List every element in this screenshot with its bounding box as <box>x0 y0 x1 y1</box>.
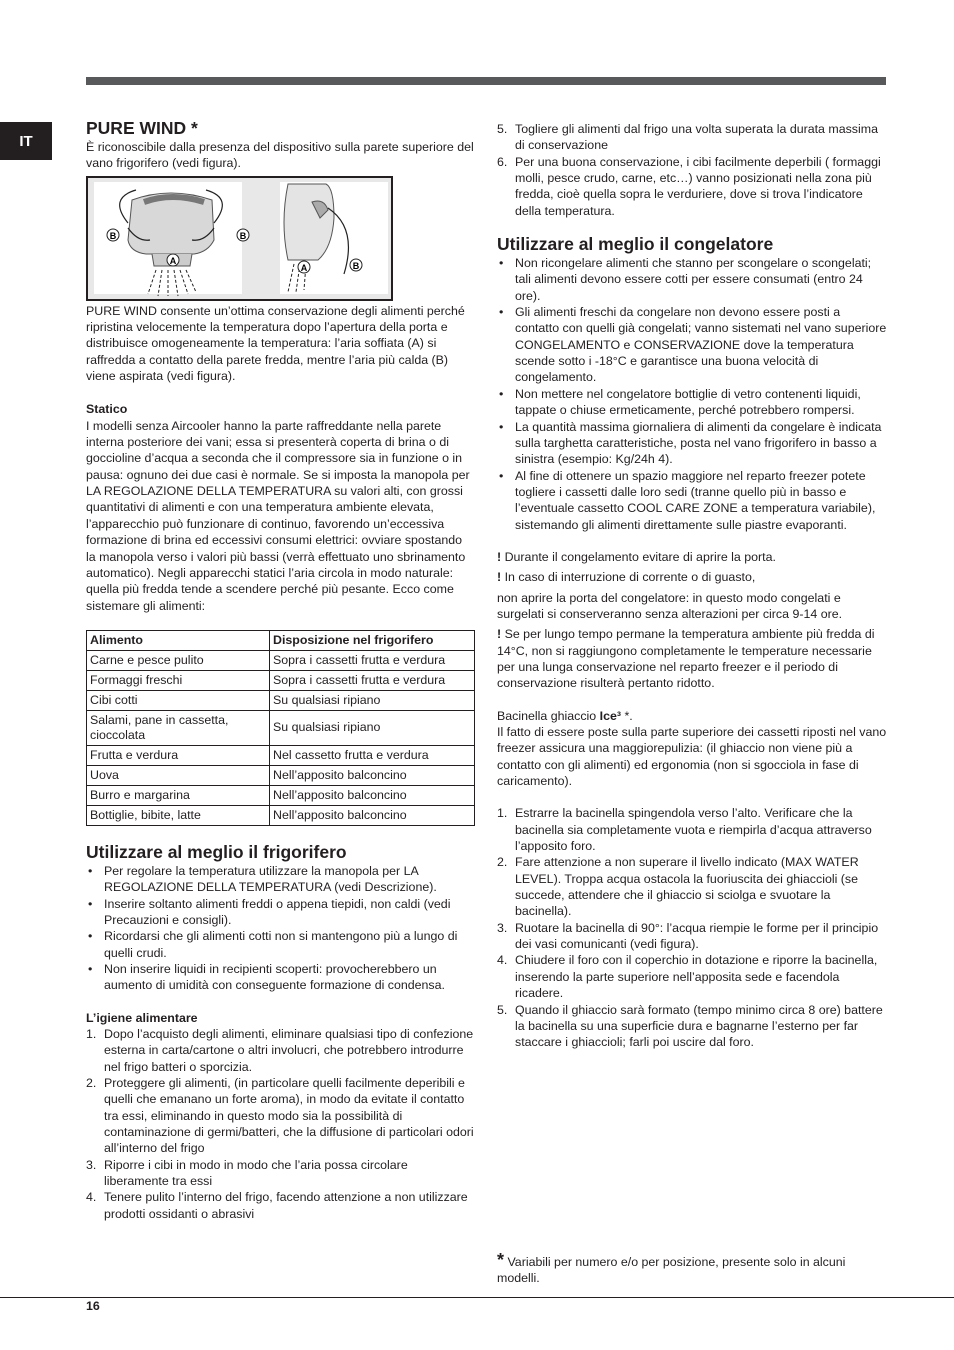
table-cell-placement: Nel cassetto frutta e verdura <box>270 745 475 765</box>
list-item <box>86 1026 474 1075</box>
list-item-number: 1. <box>497 806 508 821</box>
pure-wind-description: PURE WIND consente un’ottima conservazione degli alimenti perché ripristina velocemente la temperatura dopo l’apertura della porta e distribuisce omogeneamente la temperatura: l’aria soffiata (A) si raffredda a contatto della parete fredda, mentre l’aria più calda (B) viene aspirata (vedi figura). <box>86 303 465 384</box>
list-item <box>497 920 887 953</box>
list-item-text: Riporre i cibi in modo in modo che l’aria possa circolare liberamente tra essi <box>104 1157 408 1189</box>
list-item: • Gli alimenti freschi da congelare non devono essere posti a contatto con quelli già congelati; vanno sistemati nel vano superiore CONGELAMENTO e CONSERVAZIONE dove la temperatura scende sotto i -18°C e garantisce una buona velocità di congelamento. <box>497 304 887 386</box>
list-item-number: 2. <box>497 855 508 870</box>
list-item-number: 5. <box>497 122 508 136</box>
list-item-number: 6. <box>497 154 508 169</box>
table-header-row <box>87 630 475 650</box>
table-row <box>87 745 475 765</box>
list-item-text: Ruotare la bacinella di 90°: l’acqua riempie le forme per il principio dei vasi comunicanti (vedi figura). <box>515 920 879 952</box>
list-item: • Non mettere nel congelatore bottiglie di vetro contenenti liquidi, tappate o chiuse ermeticamente, perché potrebbero rompersi. <box>497 386 887 419</box>
right-column <box>497 121 887 1051</box>
ice-tray-text: Il fatto di essere poste sulla parte superiore dei cassetti riposti nel vano freezer assicura una maggiorepulizia: (il ghiaccio non viene più a contatto con gli alimenti) ed ergonomia (non si sgocciola in fase di caricamento). <box>497 725 887 789</box>
frigo-tips-list <box>86 863 474 994</box>
list-item-text: Estrarre la bacinella spingendola verso l’alto. Verificare che la bacinella sia completamente vuota e riempirla d’acqua attraverso l’apposito foro. <box>515 806 872 854</box>
list-item: • Non ricongelare alimenti che stanno per scongelare o scongelati; tali alimenti devono essere cotti per essere consumati (entro 24 ore). <box>497 255 887 304</box>
list-item <box>497 154 887 219</box>
table-row <box>87 690 475 710</box>
table-cell-placement: Nell’apposito balconcino <box>270 805 475 825</box>
fig-label-a2: A <box>300 262 308 273</box>
pure-wind-title: PURE WIND * <box>86 118 198 138</box>
table-cell-food: Bottiglie, bibite, latte <box>87 805 270 825</box>
statico-text: I modelli senza Aircooler hanno la parte raffreddante nella parete interna posteriore dei vani; essa si presenterà coperta di brina o di goccioline d’acqua a seconda che il compressore sia in funzione o in pausa: ognuno dei due casi è normale. Se si imposta la manopola per LA REGOLAZIONE DELLA TEMPERATURA su valori alti, con grossi quantitativi di alimenti e con una temperatura ambiente elevata, l’apparecchio può funzionare di continuo, favorendo un’eccessiva formazione di brina ed eccessivi consumi elettrici: ovviare spostando la manopola verso i valori più bassi (verrà effettuato uno sbrinamento automatico). Negli apparecchi statici l’aria circola in modo naturale: quella più fredda tende a scendere perché più pesante. Ecco come sistemare gli alimenti: <box>86 418 470 613</box>
fig-label-b3: B <box>352 260 360 271</box>
ice-brand: Ice³ <box>599 708 621 723</box>
table-row <box>87 670 475 690</box>
list-item: • Non inserire liquidi in recipienti scoperti: provocherebbero un aumento di umidità con conseguente formazione di condensa. <box>86 961 474 994</box>
list-item-text: Chiudere il foro con il coperchio in dotazione e riporre la bacinella, inserendo la parte superiore nell’apposita sede e facendola ricadere. <box>515 953 878 1001</box>
table-row <box>87 650 475 670</box>
list-item: • Ricordarsi che gli alimenti cotti non si mantengono più a lungo di quelli crudi. <box>86 928 474 961</box>
list-item-number: 2. <box>86 1076 97 1090</box>
table-cell-placement: Nell’apposito balconcino <box>270 765 475 785</box>
table-row <box>87 805 475 825</box>
table-row <box>87 710 475 745</box>
congelatore-tips-list <box>497 255 887 533</box>
top-rule <box>86 77 886 85</box>
language-tab: IT <box>0 122 52 160</box>
pure-wind-intro: È riconoscibile dalla presenza del dispositivo sulla parete superiore del vano frigorifero (vedi figura). <box>86 140 474 171</box>
list-item <box>497 121 887 154</box>
list-item-number: 1. <box>86 1026 97 1041</box>
warning-2-continued: non aprire la porta del congelatore: in questo modo congelati e surgelati si conserveranno senza alterazioni per circa 9-14 ore. <box>497 590 843 621</box>
warning-mark: ! <box>497 627 502 642</box>
table-cell-placement: Nell’apposito balconcino <box>270 785 475 805</box>
page-number: 16 <box>86 1299 100 1313</box>
table-cell-food: Cibi cotti <box>87 690 270 710</box>
warning-1: ! Durante il congelamento evitare di aprire la porta. <box>497 549 776 564</box>
igiene-list <box>86 1026 474 1222</box>
footer-rule <box>0 1297 954 1298</box>
table-cell-food: Formaggi freschi <box>87 670 270 690</box>
list-item <box>86 1157 474 1190</box>
list-item-text: Fare attenzione a non superare il livello indicato (MAX WATER LEVEL). Troppa acqua ostacola la fuoriuscita dei ghiaccioli (se succede, attendere che il ghiaccio si sciolga e svuotare la bacinella). <box>515 855 859 919</box>
list-item-text: Per una buona conservazione, i cibi facilmente deperbili ( formaggi molli, pesce crudo, carne, etc…) vanno posizionati nella zona più fredda, cioè quella sopra le verduriere, dove si trova l’indicatore della temperatura. <box>515 154 881 218</box>
table-cell-placement: Sopra i cassetti frutta e verdura <box>270 650 475 670</box>
table-row <box>87 765 475 785</box>
list-item-number: 5. <box>497 1002 508 1017</box>
ice-tray-steps <box>497 805 887 1050</box>
list-item-number: 3. <box>497 920 508 935</box>
list-item-number: 4. <box>86 1190 97 1205</box>
table-cell-placement: Su qualsiasi ripiano <box>270 690 475 710</box>
list-item-number: 3. <box>86 1157 97 1172</box>
list-item <box>497 854 887 919</box>
table-cell-placement: Sopra i cassetti frutta e verdura <box>270 670 475 690</box>
list-item: • La quantità massima giornaliera di alimenti da congelare è indicata sulla targhetta caratteristiche, posta nel vano frigorifero in basso a sinistra (esempio: Kg/24h 4). <box>497 419 887 468</box>
list-item-text: Quando il ghiaccio sarà formato (tempo minimo circa 8 ore) battere la bacinella su una superficie dura e bagnarne l’esterno per far staccare i ghiaccioli; farli poi uscire dal foro. <box>515 1002 883 1050</box>
statico-title: Statico <box>86 402 128 417</box>
warning-mark: ! <box>497 549 502 564</box>
table-cell-food: Uova <box>87 765 270 785</box>
list-item <box>497 805 887 854</box>
fig-label-b2: B <box>239 230 247 241</box>
table-row <box>87 785 475 805</box>
congelatore-title: Utilizzare al meglio il congelatore <box>497 234 774 255</box>
table-cell-food: Burro e margarina <box>87 785 270 805</box>
fig-label-b1: B <box>109 230 117 241</box>
table-cell-food: Alimento <box>87 630 270 650</box>
list-item <box>497 1002 887 1051</box>
list-item-number: 4. <box>497 953 508 968</box>
list-item-text: Dopo l’acquisto degli alimenti, eliminare qualsiasi tipo di confezione esterna in carta/cartone o altri involucri, che potrebbero introdurre nel frigo batteri o sporcizia. <box>104 1026 474 1074</box>
left-column <box>86 118 474 1222</box>
ice-tray-heading: Bacinella ghiaccio Ice³ *. <box>497 708 633 723</box>
igiene-list-continued <box>497 121 887 219</box>
list-item <box>86 1075 474 1157</box>
table-cell-placement: Disposizione nel frigorifero <box>270 630 475 650</box>
footnote-star: * <box>497 1250 505 1270</box>
warning-3: ! Se per lungo tempo permane la temperatura ambiente più fredda di 14°C, non si raggiungono completamente le temperature necessarie per una lunga conservazione nel reparto freezer e il periodo di conservazione risulterà pertanto ridotto. <box>497 627 875 691</box>
frigo-title: Utilizzare al meglio il frigorifero <box>86 841 347 862</box>
fig-label-a1: A <box>169 255 177 266</box>
list-item: • Per regolare la temperatura utilizzare la manopola per LA REGOLAZIONE DELLA TEMPERATURA (vedi Descrizione). <box>86 863 474 896</box>
list-item-text: Tenere pulito l’interno del frigo, facendo attenzione a non utilizzare prodotti ossidanti o abrasivi <box>104 1190 468 1221</box>
list-item: • Al fine di ottenere un spazio maggiore nel reparto freezer potete togliere i cassetti dalle loro sedi (tranne quello più in basso e l’eventuale cassetto COOL CARE ZONE a temperatura variabile), sistemando gli alimenti direttamente sulle piastre evaporanti. <box>497 468 887 533</box>
table-cell-food: Salami, pane in cassetta, cioccolata <box>87 710 270 745</box>
warning-2: ! In caso di interruzione di corrente o di guasto, <box>497 570 756 585</box>
list-item <box>497 952 887 1001</box>
list-item <box>86 1189 474 1222</box>
igiene-title: L’igiene alimentare <box>86 1010 198 1025</box>
table-cell-food: Frutta e verdura <box>87 745 270 765</box>
list-item-text: Proteggere gli alimenti, (in particolare quelli facilmente deperibili e quelli che emanano un forte aroma), in modo da evitate il contatto tra essi, eliminando in questo modo sia la possibilità di contaminazione di germi/batteri, che la diffusione di particolari odori all’interno del frigo <box>104 1076 474 1156</box>
food-storage-table <box>86 630 475 826</box>
pure-wind-diagram <box>88 178 391 299</box>
list-item-text: Togliere gli alimenti dal frigo una volta superata la durata massima di conservazione <box>515 122 878 153</box>
warning-mark: ! <box>497 570 502 585</box>
footnote <box>497 1252 887 1287</box>
pure-wind-figure <box>86 176 393 301</box>
footnote-text: Variabili per numero e/o per posizione, presente solo in alcuni modelli. <box>497 1255 846 1286</box>
table-cell-food: Carne e pesce pulito <box>87 650 270 670</box>
list-item: • Inserire soltanto alimenti freddi o appena tiepidi, non caldi (vedi Precauzioni e consigli). <box>86 896 474 929</box>
table-cell-placement: Su qualsiasi ripiano <box>270 710 475 745</box>
